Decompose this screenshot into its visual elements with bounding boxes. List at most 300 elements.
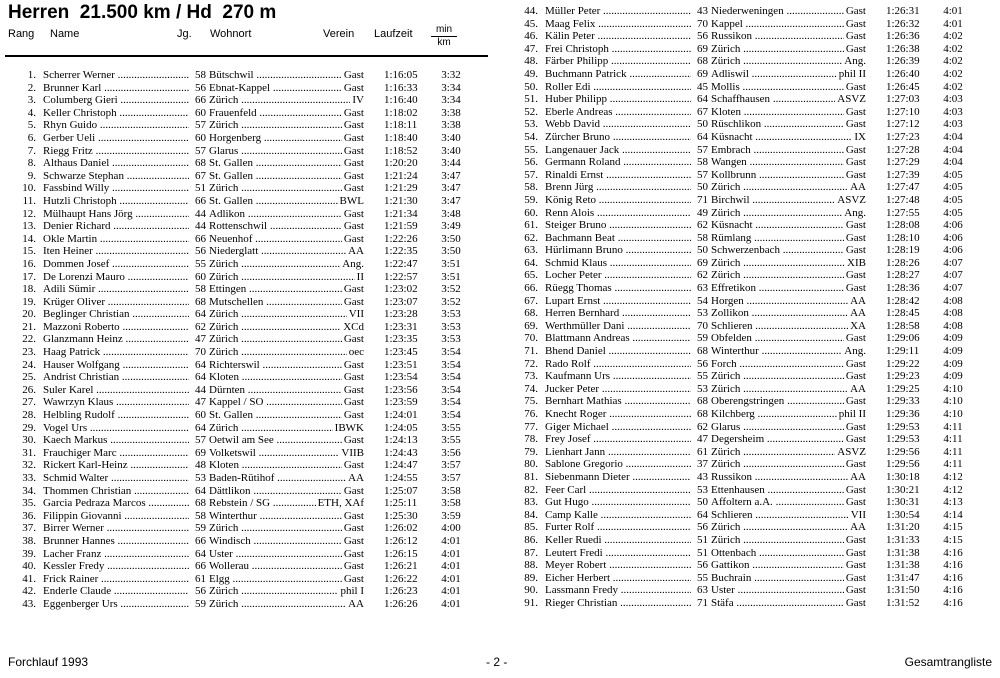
result-row [510,358,968,371]
birth-year: 43 [691,471,708,484]
location-cell [209,434,364,447]
pace: 4:05 [943,168,963,181]
race-time: 1:23:54 [384,371,418,384]
location-cell [711,446,866,459]
rank: 3. [27,94,36,107]
location-cell [711,118,866,131]
rank: 13. [22,220,36,233]
birth-year: 64 [189,308,206,321]
birth-year: 60 [189,132,206,145]
birth-year: 58 [691,232,708,245]
result-row [510,521,968,534]
pace: 3:54 [441,409,461,422]
rank: 10. [22,182,36,195]
location-cell [711,181,866,194]
birth-year: 44 [189,384,206,397]
birth-year: 49 [691,207,708,220]
runner-name: Brunner Hannes ..... [43,535,205,548]
birth-year: 64 [189,548,206,561]
pace: 4:02 [943,67,963,80]
rank: 67. [524,294,538,307]
location: Zürich ..... [711,55,866,68]
birth-year: 57 [691,144,708,157]
location: Zürich ..... [711,181,866,194]
club: ASVZ [837,93,866,106]
race-time: 1:21:24 [384,169,418,182]
pace: 3:58 [441,484,461,497]
runner-name: Müller Peter ..... [545,5,707,18]
rank: 81. [524,470,538,483]
location: Zollikon ..... [711,307,866,320]
race-time: 1:18:40 [384,131,418,144]
runner-name: Lienhart Jann ..... [545,446,707,459]
pace: 4:10 [943,382,963,395]
birth-year: 66 [189,233,206,246]
rank: 62. [524,231,538,244]
location: Ettingen ..... [209,283,364,296]
birth-year: 57 [189,434,206,447]
runner-name: Mazzoni Roberto ..... [43,321,205,334]
location-cell [711,295,866,308]
club: Gast [845,357,866,370]
location-cell [711,257,866,270]
club: Gast [343,560,364,573]
location: Zürich ..... [209,585,364,598]
header-club: Verein [323,28,355,40]
result-row [8,233,466,246]
runner-name: Kaech Markus ..... [43,434,205,447]
rank: 28. [22,409,36,422]
result-row [8,296,466,309]
location-cell [711,572,866,585]
runner-name: Färber Philipp ..... [545,55,707,68]
result-row [510,18,968,31]
club: Gast [343,459,364,472]
club: IX [854,130,866,143]
birth-year: 60 [189,409,206,422]
club: Gast [845,559,866,572]
result-row [8,145,466,158]
rank: 19. [22,295,36,308]
location: Zürich ..... [209,598,364,611]
runner-name: Althaus Daniel ..... [43,157,205,170]
rank: 74. [524,382,538,395]
race-time: 1:22:26 [384,232,418,245]
location-cell [209,157,364,170]
location-cell [209,497,364,510]
result-row [510,332,968,345]
pace: 3:44 [441,157,461,170]
location: Zürich ..... [209,522,364,535]
location-cell [711,30,866,43]
runner-name: Jucker Peter ..... [545,383,707,396]
location: Volketswil ..... [209,447,364,460]
rank: 20. [22,308,36,321]
location: Frauenfeld ..... [209,107,364,120]
runner-name: Krüger Oliver ..... [43,296,205,309]
club: AA [850,307,866,320]
result-row [510,458,968,471]
result-row [8,447,466,460]
runner-name: Helbling Rudolf ..... [43,409,205,422]
club: Ang. [342,257,364,270]
pace: 4:03 [943,105,963,118]
runner-name: Hutzli Christoph ..... [43,195,205,208]
birth-year: 63 [691,282,708,295]
result-row [510,471,968,484]
runner-name: Siebenmann Dieter ..... [545,471,707,484]
club: Gast [343,283,364,296]
result-row [510,81,968,94]
birth-year: 51 [691,534,708,547]
result-row [510,383,968,396]
result-row [8,396,466,409]
result-row [510,320,968,333]
runner-name: Schmid Klaus ..... [545,257,707,270]
race-time: 1:29:33 [886,395,920,408]
race-time: 1:26:15 [384,547,418,560]
runner-name: Schwarze Stephan ..... [43,170,205,183]
pace: 3:40 [441,144,461,157]
location: Schaffhausen ..... [711,93,866,106]
location: Zürich ..... [711,446,866,459]
race-time: 1:26:23 [384,585,418,598]
pace: 4:01 [441,560,461,573]
pace: 4:14 [943,508,963,521]
location: Zürich ..... [711,521,866,534]
birth-year: 62 [691,219,708,232]
runner-name: Keller Christoph ..... [43,107,205,120]
birth-year: 58 [189,510,206,523]
result-row [510,509,968,522]
location: Kollbrunn ..... [711,169,866,182]
location-cell [711,232,866,245]
pace: 4:03 [943,118,963,131]
race-time: 1:25:07 [384,484,418,497]
club: AA [348,597,364,610]
runner-name: Dommen Josef ..... [43,258,205,271]
race-time: 1:24:55 [384,472,418,484]
location-cell [209,119,364,132]
runner-name: Enderle Claude ..... [43,585,205,598]
runner-name: Camp Kalle ..... [545,509,707,522]
birth-year: 55 [189,258,206,271]
rank: 57. [524,168,538,181]
rank: 71. [524,345,538,358]
race-time: 1:28:19 [886,244,920,257]
runner-name: Sablone Gregorio ..... [545,458,707,471]
pace: 3:54 [441,371,461,384]
race-time: 1:26:39 [886,55,920,68]
birth-year: 56 [691,559,708,572]
location: Zürich ..... [209,321,364,334]
result-row [510,156,968,169]
club: Gast [845,546,866,559]
location: Kappel / SO ..... [209,396,364,409]
race-time: 1:30:31 [886,496,920,509]
location-cell [711,68,866,81]
club: Gast [343,522,364,535]
rank: 40. [22,560,36,573]
result-row [510,5,968,18]
result-row [510,584,968,597]
birth-year: 64 [189,359,206,372]
runner-name: Germann Roland ..... [545,156,707,169]
result-row [510,169,968,182]
location: Zürich ..... [209,94,364,107]
location: Forch ..... [711,358,866,371]
rank: 25. [22,371,36,384]
result-row [8,182,466,195]
pace: 4:16 [943,571,963,584]
club: Gast [343,484,364,497]
result-row [8,321,466,334]
rank: 66. [524,282,538,295]
club: Gast [343,220,364,233]
location-cell [209,510,364,523]
result-row [8,485,466,498]
runner-name: Leutert Fredi ..... [545,547,707,560]
location: Kloten ..... [209,459,364,472]
rank: 44. [524,5,538,17]
runner-name: Brunner Karl ..... [43,82,205,95]
club: Gast [845,42,866,55]
rank: 36. [22,509,36,522]
race-time: 1:24:43 [384,446,418,459]
birth-year: 47 [189,333,206,346]
location: Ettenhausen ..... [711,484,866,497]
pace: 4:16 [943,546,963,559]
result-row [8,573,466,586]
club: Gast [845,219,866,232]
rank: 60. [524,206,538,219]
pace: 3:54 [441,358,461,371]
runner-name: König Reto ..... [545,194,707,207]
location: Baden-Rütihof ..... [209,472,364,485]
pace: 4:01 [943,17,963,30]
location: Glarus ..... [711,421,866,434]
runner-name: Buchmann Patrick ..... [545,68,707,81]
club: XA [850,319,866,332]
runner-name: Rickert Karl-Heinz ..... [43,459,205,472]
rank: 7. [27,144,36,157]
birth-year: 67 [189,170,206,183]
birth-year: 48 [189,459,206,472]
location-cell [209,145,364,158]
race-time: 1:23:59 [384,396,418,409]
runner-name: Lacher Franz ..... [43,548,205,561]
pace: 3:34 [441,81,461,94]
race-time: 1:26:31 [886,5,920,17]
race-time: 1:26:45 [886,80,920,93]
result-row [8,208,466,221]
club: Gast [845,282,866,295]
birth-year: 70 [691,320,708,333]
birth-year: 56 [691,30,708,43]
runner-name: Locher Peter ..... [545,269,707,282]
runner-name: Gut Hugo ..... [545,496,707,509]
birth-year: 58 [189,283,206,296]
birth-year: 62 [691,421,708,434]
pace: 3:50 [441,245,461,258]
location: Windisch ..... [209,535,364,548]
result-row [510,194,968,207]
runner-name: Glanzmann Heinz ..... [43,333,205,346]
club: Gast [845,584,866,597]
club: AA [850,470,866,483]
race-time: 1:26:26 [384,597,418,610]
location-cell [711,345,866,358]
location-cell [209,308,364,321]
runner-name: Fassbind Willy ..... [43,182,205,195]
pace: 3:53 [441,308,461,321]
result-row [510,144,968,157]
club: Gast [845,17,866,30]
location-cell [209,535,364,548]
rank: 24. [22,358,36,371]
race-time: 1:29:06 [886,332,920,345]
pace: 3:57 [441,472,461,484]
location: Ottenbach ..... [711,547,866,560]
location-cell [209,573,364,586]
pace: 4:13 [943,496,963,509]
runner-name: Knecht Roger ..... [545,408,707,421]
pace: 3:51 [441,270,461,283]
club: IV [352,94,364,107]
runner-name: Thommen Christian ..... [43,485,205,498]
location-cell [209,271,364,284]
rank: 64. [524,256,538,269]
location: Niederweningen ..... [711,5,866,18]
birth-year: 55 [691,572,708,585]
rank: 17. [22,270,36,283]
club: Gast [845,30,866,43]
runner-name: Haag Patrick ..... [43,346,205,359]
location: Oetwil am See ..... [209,434,364,447]
race-time: 1:27:10 [886,105,920,118]
pace: 3:51 [441,257,461,270]
location-cell [209,359,364,372]
race-time: 1:27:23 [886,130,920,143]
race-time: 1:23:02 [384,283,418,296]
birth-year: 66 [189,94,206,107]
location-cell [209,598,364,611]
location: Rümlang ..... [711,232,866,245]
birth-year: 68 [691,395,708,408]
birth-year: 64 [189,371,206,384]
race-time: 1:29:22 [886,357,920,370]
club: Gast [845,533,866,546]
race-time: 1:29:53 [886,433,920,446]
location: Kloten ..... [711,106,866,119]
location-cell [209,548,364,561]
birth-year: 56 [691,521,708,534]
runner-name: Birrer Werner ..... [43,522,205,535]
birth-year: 44 [189,220,206,233]
runner-name: Meyer Robert ..... [545,559,707,572]
runner-name: Riegg Fritz ..... [43,145,205,158]
location-cell [711,547,866,560]
rank: 91. [524,596,538,609]
race-time: 1:23:56 [384,383,418,396]
results-left-column [8,69,466,611]
rank: 12. [22,207,36,220]
result-row [8,94,466,107]
race-time: 1:25:11 [384,497,418,510]
location-cell [209,107,364,120]
race-time: 1:16:33 [384,81,418,94]
rank: 43. [22,597,36,610]
location: Mutschellen ..... [209,296,364,309]
rank: 61. [524,219,538,232]
runner-name: Schmid Walter ..... [43,472,205,485]
race-time: 1:31:38 [886,546,920,559]
rank: 32. [22,459,36,472]
race-time: 1:27:39 [886,168,920,181]
location-cell [711,484,866,497]
race-time: 1:24:01 [384,409,418,422]
rank: 55. [524,143,538,156]
location: Affoltern a.A. ..... [711,496,866,509]
birth-year: 64 [189,485,206,498]
birth-year: 69 [691,257,708,270]
result-row [510,597,968,610]
runner-name: Columberg Gieri ..... [43,94,205,107]
location: Winterthur ..... [209,510,364,523]
rank: 35. [22,497,36,510]
club: Gast [343,396,364,409]
runner-name: Huber Philipp ..... [545,93,707,106]
result-row [8,346,466,359]
runner-name: Bernhart Mathias ..... [545,395,707,408]
race-time: 1:20:20 [384,157,418,170]
runner-name: Roller Edi ..... [545,81,707,94]
club: Gast [343,509,364,522]
location-cell [711,471,866,484]
race-time: 1:28:10 [886,231,920,244]
race-time: 1:25:30 [384,509,418,522]
location: Horgenberg ..... [209,132,364,145]
club: oec [348,346,364,359]
location-cell [711,383,866,396]
runner-name: Wawrzyn Klaus ..... [43,396,205,409]
location: Oberengstringen ..... [711,395,866,408]
result-row [510,559,968,572]
birth-year: 56 [691,358,708,371]
rank: 9. [27,169,36,182]
runner-name: Rüegg Thomas ..... [545,282,707,295]
location-cell [711,194,866,207]
pace: 4:10 [943,408,963,420]
location: Schlieren ..... [711,509,866,522]
pace: 3:38 [441,119,461,132]
race-time: 1:16:40 [384,94,418,107]
result-row [8,535,466,548]
location: Zürich ..... [209,182,364,195]
race-time: 1:26:36 [886,30,920,43]
runner-name: Werthmüller Dani ..... [545,320,707,333]
location: Dürnten ..... [209,384,364,397]
birth-year: 58 [189,69,206,82]
pace: 3:50 [441,232,461,245]
location: Zürich ..... [209,308,364,321]
footer-page-number: - 2 - [486,655,508,669]
pace: 4:09 [943,370,963,383]
rank: 18. [22,283,36,296]
location-cell [209,585,364,598]
pace: 4:00 [441,522,461,535]
club: Gast [343,572,364,585]
